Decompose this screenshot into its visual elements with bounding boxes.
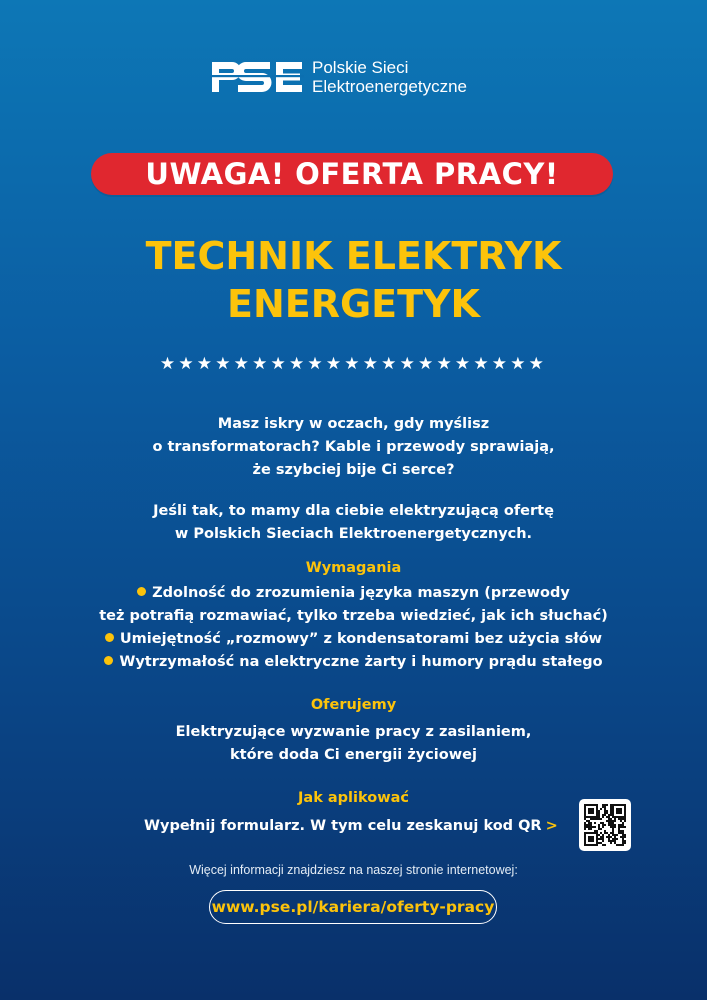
job-title-line1: TECHNIK ELEKTRYK (145, 234, 562, 278)
qr-code[interactable] (579, 799, 631, 851)
arrow-right-icon: > (545, 818, 558, 834)
offer-line: które doda Ci energii życiowej (230, 747, 477, 763)
more-info-text: Więcej informacji znajdziesz na naszej stronie internetowej: (189, 863, 518, 877)
alert-banner (91, 153, 613, 195)
requirements-heading: Wymagania (305, 560, 402, 576)
intro-line: że szybciej bije Ci serce? (252, 462, 455, 478)
requirement-item (0, 651, 707, 674)
pse-logo (210, 58, 467, 96)
requirement-item (0, 628, 707, 651)
bullet-dot-icon (104, 656, 113, 665)
requirement-text: Wytrzymałość na elektryczne żarty i humory prądu stałego (119, 654, 603, 670)
intro-line: Masz iskry w oczach, gdy myślisz (217, 416, 490, 432)
requirement-text: Zdolność do zrozumienia języka maszyn (przewody (152, 585, 570, 601)
bullet-dot-icon (137, 587, 146, 596)
requirement-item-continuation: też potrafią rozmawiać, tylko trzeba wiedzieć, jak ich słuchać) (99, 608, 608, 624)
qr-code-icon (579, 799, 631, 851)
offer-line: Elektryzujące wyzwanie pracy z zasilaniem, (175, 724, 532, 740)
bullet-dot-icon (105, 633, 114, 642)
job-title-line2: ENERGETYK (226, 282, 480, 326)
requirements-list (0, 582, 707, 674)
apply-instruction (144, 816, 558, 836)
pse-logo-mark (210, 58, 304, 96)
requirement-item (0, 582, 707, 605)
company-name-line2: Elektroenergetyczne (312, 77, 467, 96)
company-name (312, 58, 467, 96)
offer-intro-line: w Polskich Sieciach Elektroenergetycznych. (174, 526, 533, 542)
intro-line: o transformatorach? Kable i przewody sprawiają, (152, 439, 555, 455)
job-title (0, 232, 707, 328)
requirement-text: Umiejętność „rozmowy” z kondensatorami bez użycia słów (119, 631, 603, 647)
apply-text: Wypełnij formularz. W tym celu zeskanuj kod QR (144, 818, 542, 834)
careers-url-link[interactable]: www.pse.pl/kariera/oferty-pracy (209, 890, 497, 924)
offer-intro-line: Jeśli tak, to mamy dla ciebie elektryzującą ofertę (153, 503, 554, 519)
company-name-line1: Polskie Sieci (312, 58, 409, 77)
stars-divider: ★★★★★★★★★★★★★★★★★★★★★ (159, 354, 548, 374)
offer-intro-text (0, 500, 707, 546)
alert-banner-text: UWAGA! OFERTA PRACY! (145, 157, 559, 191)
offer-heading: Oferujemy (310, 697, 397, 713)
apply-heading: Jak aplikować (298, 790, 409, 806)
intro-text (0, 413, 707, 482)
offer-text (0, 721, 707, 767)
